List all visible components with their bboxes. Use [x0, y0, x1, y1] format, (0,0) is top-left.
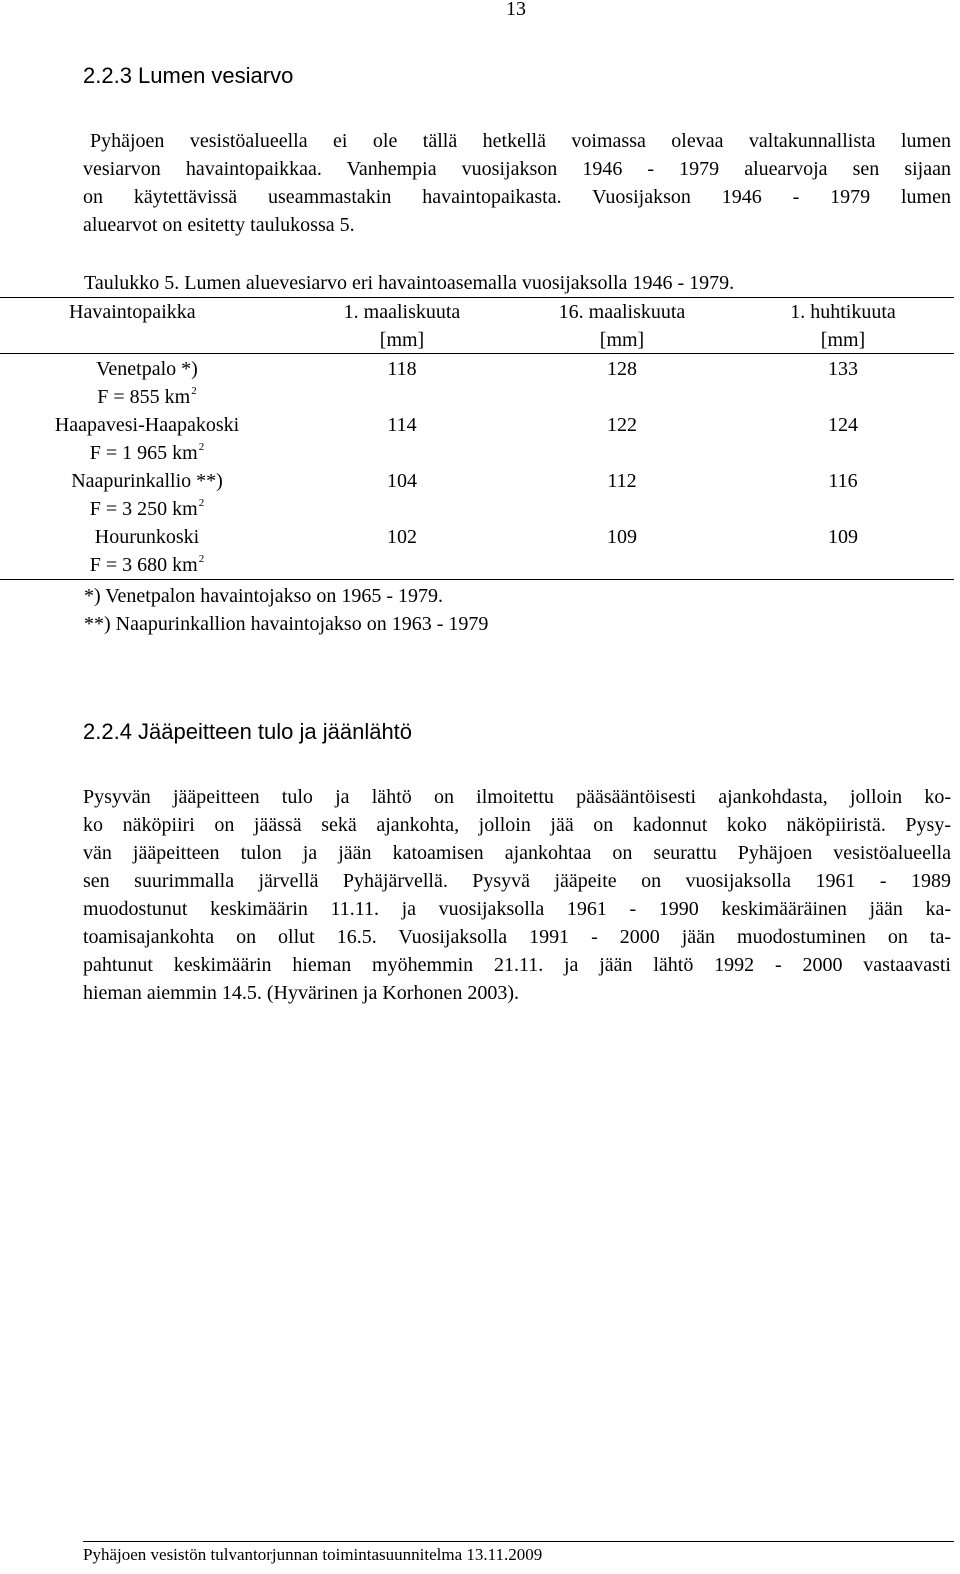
table-cell-value: 122 [607, 414, 637, 436]
table-header-col2-unit: [mm] [599, 329, 645, 351]
table-row-name: Haapavesi-Haapakoski [54, 414, 240, 436]
table-cell-value: 112 [607, 470, 637, 492]
table-row-area: F = 3 680 $km^2$ [89, 553, 205, 576]
table-note: *) Venetpalon havaintojakso on 1965 - 1979. [84, 585, 444, 607]
table-cell-value: 114 [387, 414, 417, 436]
table-header-col3-unit: [mm] [820, 329, 866, 351]
table-header-col1-unit: [mm] [379, 329, 425, 351]
table-cell-value: 133 [828, 358, 858, 380]
paragraph-line: Pyhäjoen vesistöalueella ei ole tällä hetkellä voimassa olevaa valtakunnallista lumen [90, 130, 951, 152]
table-cell-value: 109 [607, 526, 637, 548]
paragraph-line: aluearvot on esitetty taulukossa 5. [83, 214, 355, 236]
paragraph-line: muodostunut keskimäärin 11.11. ja vuosijaksolla 1961 - 1990 keskimääräinen jään ka- [83, 898, 951, 920]
table-caption: Taulukko 5. Lumen aluevesiarvo eri havaintoasemalla vuosijaksolla 1946 - 1979. [84, 272, 735, 294]
table-cell-value: 109 [828, 526, 858, 548]
table-header-col1: 1. maaliskuuta [343, 301, 461, 323]
table-cell-value: 118 [387, 358, 417, 380]
table-row-area: F = 855 $km^2$ [97, 385, 197, 408]
paragraph-line: Pysyvän jääpeitteen tulo ja lähtö on ilmoitettu pääsääntöisesti ajankohdasta, jolloin ko- [83, 786, 951, 808]
table-cell-value: 128 [607, 358, 637, 380]
table-row-area: F = 3 250 $km^2$ [89, 497, 205, 520]
section-heading-snow-water: 2.2.3 Lumen vesiarvo [83, 63, 294, 88]
table-header-col3: 1. huhtikuuta [790, 301, 896, 323]
paragraph-line: on käytettävissä useammastakin havaintopaikasta. Vuosijakson 1946 - 1979 lumen [83, 186, 951, 208]
paragraph-line: pahtunut keskimäärin hieman myöhemmin 21.11. ja jään lähtö 1992 - 2000 vastaavasti [83, 954, 951, 976]
table-cell-value: 124 [828, 414, 858, 436]
table-cell-value: 104 [387, 470, 417, 492]
paragraph-snow-water [83, 127, 951, 239]
table-top-rule [0, 297, 954, 298]
paragraph-ice-cover [83, 783, 951, 1007]
footer-rule [83, 1541, 954, 1542]
table-cell-value: 102 [387, 526, 417, 548]
paragraph-line: vesiarvon havaintopaikkaa. Vanhempia vuosijakson 1946 - 1979 aluearvoja sen sijaan [83, 158, 951, 180]
paragraph-line: toamisajankohta on ollut 16.5. Vuosijaksolla 1991 - 2000 jään muodostuminen on ta- [83, 926, 951, 948]
table-header-place: Havaintopaikka [69, 301, 196, 323]
table-note: **) Naapurinkallion havaintojakso on 1963 - 1979 [84, 613, 489, 635]
paragraph-line: hieman aiemmin 14.5. (Hyvärinen ja Korhonen 2003). [83, 982, 519, 1004]
paragraph-line: vän jääpeitteen tulon ja jään katoamisen ajankohtaa on seurattu Pyhäjoen vesistöalueella [83, 842, 951, 864]
page-footer: Pyhäjoen vesistön tulvantorjunnan toimintasuunnitelma 13.11.2009 [83, 1545, 543, 1564]
page-number: 13 [506, 0, 526, 20]
table-header-rule [0, 353, 954, 354]
table-header-col2: 16. maaliskuuta [558, 301, 686, 323]
paragraph-line: ko näköpiiri on jäässä sekä ajankohta, jolloin jää on kadonnut koko näköpiiristä. Pysy- [83, 814, 951, 836]
table-cell-value: 116 [828, 470, 858, 492]
paragraph-line: sen suurimmalla järvellä Pyhäjärvellä. Pysyvä jääpeite on vuosijaksolla 1961 - 1989 [83, 870, 951, 892]
table-row-name: Naapurinkallio **) [71, 470, 223, 492]
table-row-name: Hourunkoski [94, 526, 200, 548]
section-heading-ice-cover: 2.2.4 Jääpeitteen tulo ja jäänlähtö [83, 719, 413, 744]
table-row-name: Venetpalo *) [96, 358, 198, 380]
table-row-area: F = 1 965 $km^2$ [89, 441, 205, 464]
